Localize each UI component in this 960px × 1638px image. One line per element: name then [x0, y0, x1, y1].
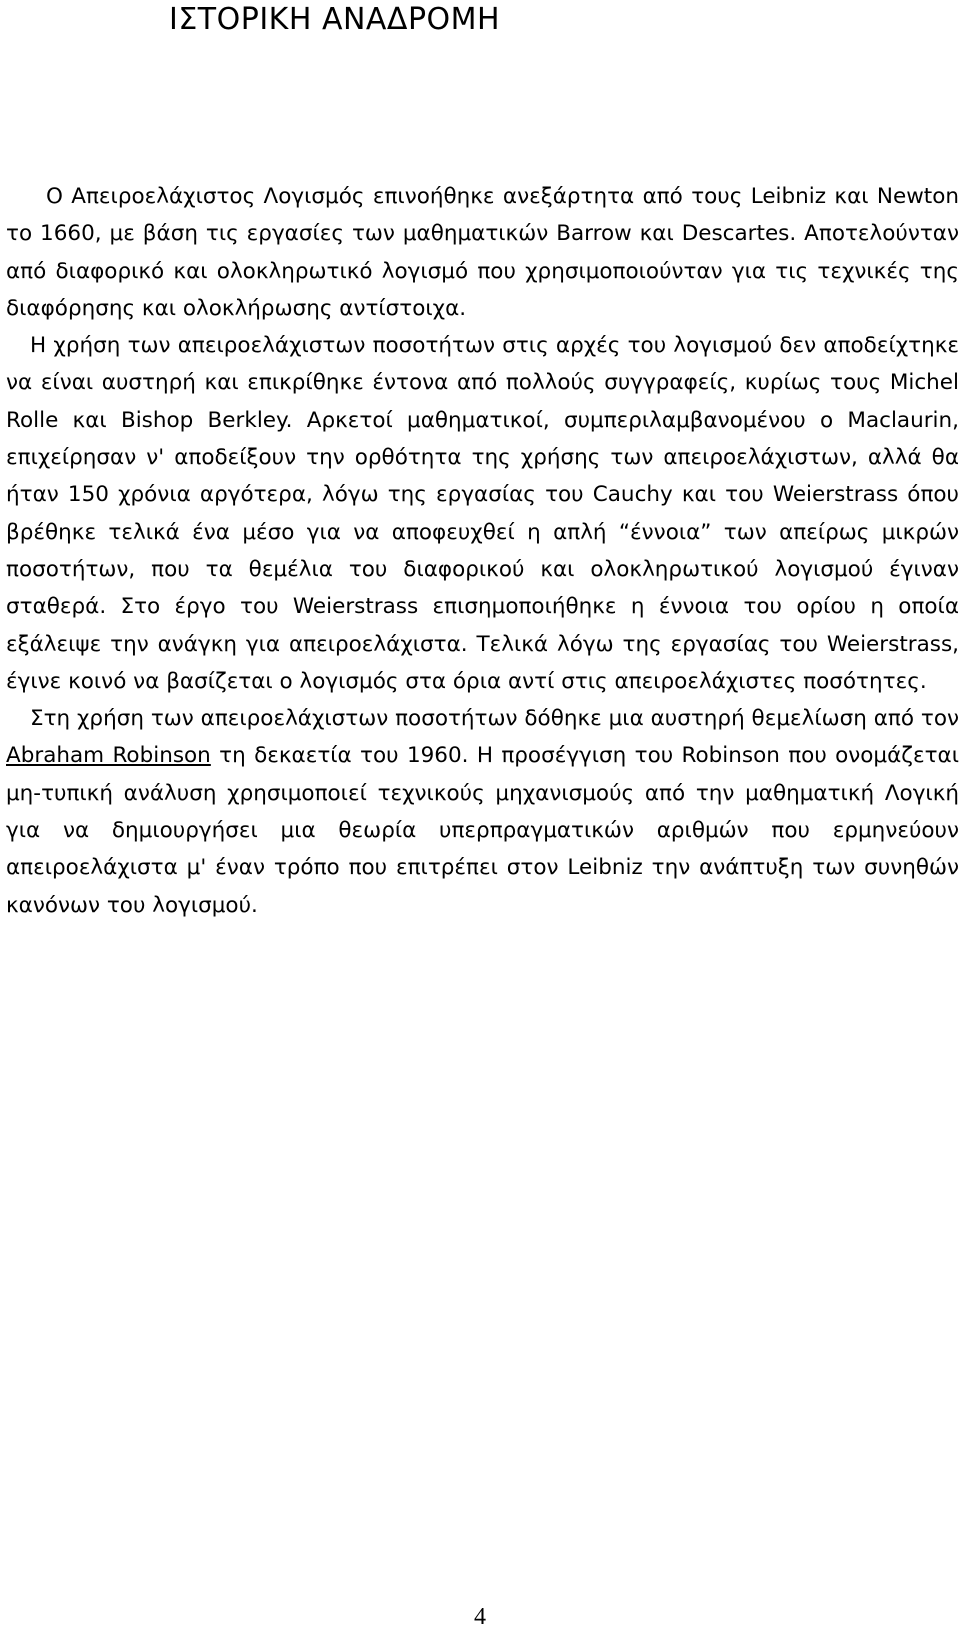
page-title: ΙΣΤΟΡΙΚΗ ΑΝΑΔΡΟΜΗ [169, 2, 501, 37]
paragraph-infinitesimals-critique: Η χρήση των απειροελάχιστων ποσοτήτων στις αρχές του λογισμού δεν αποδείχτηκε να είναι αυστηρή και επικρίθηκε έντονα από πολλούς συγγραφείς, κυρίως τους Michel Rolle και Bishop Berkley. Αρκετοί μαθηματικοί, συμπεριλαμβανομένου ο Maclaurin, επιχείρησαν ν' αποδείξουν την ορθότητα της χρήσης των απειροελάχιστων, αλλά θα ήταν 150 χρόνια αργότερα, λόγω της εργασίας του Cauchy και του Weierstrass όπου βρέθηκε τελικά ένα μέσο για να αποφευχθεί η απλή “έννοια” των απείρως μικρών ποσοτήτων, που τα θεμέλια του διαφορικού και ολοκληρωτικού λογισμού έγιναν σταθερά. Στο έργο του Weierstrass επισημοποιήθηκε η έννοια του ορίου η οποία εξάλειψε την ανάγκη για απειροελάχιστα. Τελικά λόγω της εργασίας του Weierstrass, έγινε κοινό να βασίζεται ο λογισμός στα όρια αντί στις απειροελάχιστες ποσότητες. [6, 333, 959, 694]
paragraph-robinson-text-start: Στη χρήση των απειροελάχιστων ποσοτήτων δόθηκε μια αυστηρή θεμελίωση από τον [30, 706, 959, 732]
paragraph-robinson-text-end: τη δεκαετία του 1960. Η προσέγγιση του Robinson που ονομάζεται μη-τυπική ανάλυση χρησιμοποιεί τεχνικούς μηχανισμούς από την μαθηματική Λογική για να δημιουργήσει μια θεωρία υπερπραγματικών αριθμών που ερμηνεύουν απειροελάχιστα μ' έναν τρόπο που επιτρέπει στον Leibniz την ανάπτυξη των συνηθών κανόνων του λογισμού. [6, 743, 959, 918]
page-number: 4 [474, 1604, 486, 1630]
document-body [6, 178, 959, 924]
abraham-robinson-name: Abraham Robinson [6, 743, 211, 769]
paragraph-robinson [6, 700, 959, 924]
paragraph-intro: Ο Απειροελάχιστος Λογισμός επινοήθηκε ανεξάρτητα από τους Leibniz και Newton το 1660, με βάση τις εργασίες των μαθηματικών Barrow και Descartes. Αποτελούνταν από διαφορικό και ολοκληρωτικό λογισμό που χρησιμοποιούνταν για τις τεχνικές της διαφόρησης και ολοκλήρωσης αντίστοιχα. [6, 184, 959, 321]
